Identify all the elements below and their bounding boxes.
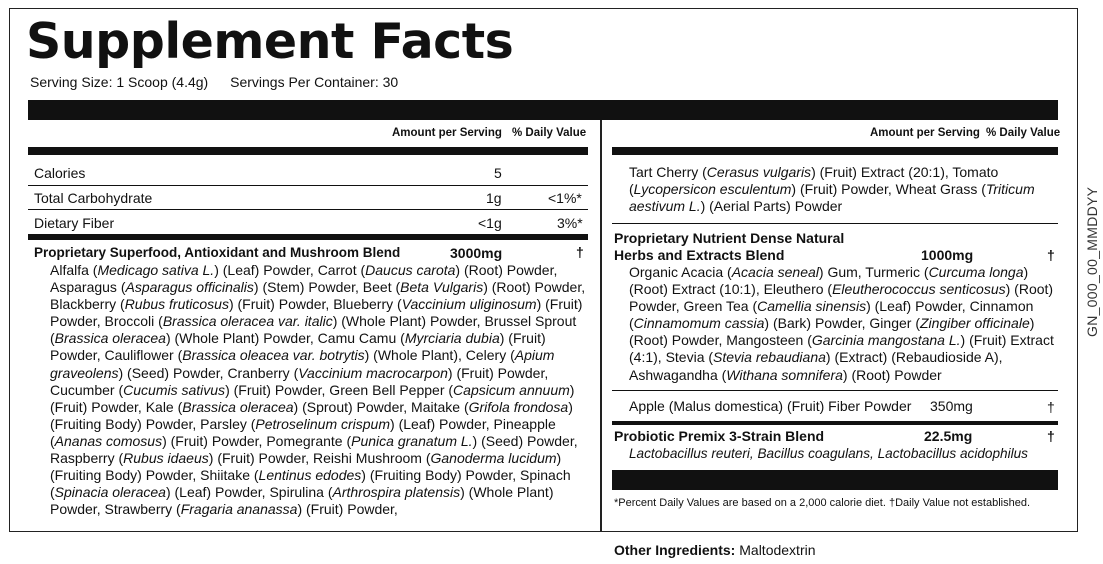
ingredient-text: ) (Fruit) Extract (20:1), Tomato xyxy=(811,164,999,180)
other-ingredients xyxy=(614,542,816,558)
other-ingredients-label: Other Ingredients: xyxy=(614,542,736,558)
ingredient-text: ) (Sprout) Powder, Maitake ( xyxy=(293,398,469,415)
ingredient-line xyxy=(50,262,585,279)
amount-per-serving-header-left: Amount per Serving xyxy=(392,127,502,139)
ingredient-line xyxy=(50,399,585,416)
botanical-name: Eleutherococcus senticosus xyxy=(832,281,1006,298)
ingredient-line xyxy=(50,347,585,364)
rule xyxy=(612,390,1058,391)
botanical-name: Zingiber officinale xyxy=(920,315,1030,332)
side-code: GN_000_00_MMDDYY xyxy=(1084,186,1100,337)
ingredient-line xyxy=(629,298,1054,315)
ingredient-line xyxy=(50,484,585,501)
ingredient-text: ) (Leaf) Powder, Pineapple xyxy=(390,415,556,432)
nutrient-ingredients xyxy=(629,264,1054,384)
ingredient-text: Raspberry ( xyxy=(50,450,124,467)
botanical-name: Ananas comosus xyxy=(54,432,163,449)
ingredient-text: ( xyxy=(50,330,55,347)
ingredient-text: ) (Fruiting Body) Powder, Spinach xyxy=(361,467,571,484)
ingredient-text: ) (Root) Powder, xyxy=(455,262,558,278)
ingredient-text: ) (Whole Plant) Powder, Camu Camu ( xyxy=(165,330,405,347)
ingredient-line xyxy=(50,313,585,330)
botanical-name: Curcuma longa xyxy=(928,264,1024,280)
botanical-name: Asparagus officinalis xyxy=(125,279,254,296)
botanical-name: Petroselinum crispum xyxy=(255,415,391,432)
botanical-name: Triticum xyxy=(985,181,1035,198)
botanical-name: Ganoderma lucidum xyxy=(430,450,557,467)
apple-fiber-amount: 350mg xyxy=(930,398,973,414)
ingredient-text: ) (Root) xyxy=(1005,281,1054,298)
ingredient-text: Tart Cherry ( xyxy=(629,164,707,180)
ingredient-text: Powder, Broccoli ( xyxy=(50,313,163,330)
botanical-name: Medicago sativa L. xyxy=(97,262,215,278)
ingredient-text: ) xyxy=(1029,315,1035,332)
ingredient-line xyxy=(50,416,585,433)
botanical-name: Brassica oleacea var. botrytis xyxy=(182,347,365,364)
ingredient-text: ) (Whole Plant), Celery ( xyxy=(364,347,515,364)
ingredient-text: Organic Acacia ( xyxy=(629,264,732,280)
ingredient-text: ) (Fruit) xyxy=(499,330,546,347)
ingredient-text: ) (Aerial Parts) Powder xyxy=(700,198,843,215)
rule xyxy=(612,421,1058,425)
ingredient-line xyxy=(50,330,585,347)
ingredient-text: Ashwagandha ( xyxy=(629,366,727,383)
dietary-fiber-dv: 3%* xyxy=(557,215,583,231)
ingredient-text: ) (Fruit) Powder, Pomegrante ( xyxy=(162,432,352,449)
footer-bar xyxy=(612,470,1058,490)
ingredient-text: ) (Fruit) Powder, Green Bell Pepper ( xyxy=(225,381,454,398)
probiotic-strains: Lactobacillus reuteri, Bacillus coagulans, Lactobacillus acidophilus xyxy=(629,446,1028,461)
botanical-name: Myrciaria dubia xyxy=(404,330,500,347)
botanical-name: Grifola frondosa xyxy=(468,398,569,415)
ingredient-text: ) xyxy=(569,381,575,398)
ingredient-text: (Fruiting Body) Powder, Shiitake ( xyxy=(50,467,259,484)
rule xyxy=(612,223,1058,224)
ingredient-text: (4:1), Stevia ( xyxy=(629,349,714,366)
botanical-name: Arthrospira platensis xyxy=(332,484,461,501)
botanical-name: Beta Vulgaris xyxy=(400,279,484,296)
ingredient-text: Alfalfa ( xyxy=(50,262,98,278)
panel-title: Supplement Facts xyxy=(26,13,514,70)
ingredient-text: ) (Seed) Powder, Cranberry ( xyxy=(118,364,299,381)
ingredient-line xyxy=(50,296,585,313)
apple-fiber-dagger: † xyxy=(1047,399,1055,415)
ingredient-text: ) (Fruit) Powder, xyxy=(297,501,398,518)
ingredient-text: ) (Fruit) Powder, xyxy=(447,364,549,381)
rule xyxy=(28,234,588,240)
ingredient-text: ) (Leaf) Powder, Carrot ( xyxy=(214,262,366,278)
ingredient-text: ) (Fruit) Powder, Blueberry ( xyxy=(228,296,402,313)
ingredient-text: ) (Stem) Powder, Beet ( xyxy=(253,279,401,296)
ingredient-line xyxy=(629,367,1054,384)
botanical-name: Fragaria ananassa xyxy=(180,501,298,518)
daily-value-header-left: % Daily Value xyxy=(512,127,587,139)
ingredient-text: (Fruiting Body) Powder, Parsley ( xyxy=(50,415,256,432)
left-header-rule xyxy=(28,147,588,155)
ingredient-line xyxy=(629,349,1054,366)
ingredient-text: ) (Whole Plant) Powder, Brussel Sprout xyxy=(332,313,577,330)
right-header-rule xyxy=(612,147,1058,155)
ingredient-text: (Root) Extract (10:1), Eleuthero ( xyxy=(629,281,833,298)
ingredient-text: ) xyxy=(568,398,573,415)
superfood-blend-name: Proprietary Superfood, Antioxidant and Mushroom Blend xyxy=(34,245,401,260)
ingredient-line xyxy=(629,198,1035,215)
botanical-name: Camellia sinensis xyxy=(757,298,867,315)
header-bar xyxy=(28,100,1058,120)
ingredient-text: ) xyxy=(1023,264,1029,280)
total-carbohydrate-amount: 1g xyxy=(486,190,502,206)
probiotic-blend-name: Probiotic Premix 3-Strain Blend xyxy=(614,428,825,444)
daily-value-header-right: % Daily Value xyxy=(986,127,1061,139)
calories-amount: 5 xyxy=(494,165,502,181)
ingredient-text: ) (Fruit) xyxy=(536,296,583,313)
ingredient-text: ) (Leaf) Powder, Cinnamon xyxy=(866,298,1034,315)
botanical-name: Cucumis sativus xyxy=(123,381,226,398)
ingredient-line xyxy=(629,164,1035,181)
botanical-name: Withana somnifera xyxy=(726,366,843,383)
botanical-name: Spinacia oleracea xyxy=(54,484,166,501)
ingredient-text: ) (Bark) Powder, Ginger ( xyxy=(764,315,920,332)
ingredient-text: ) (Extract) (Rebaudioside A), xyxy=(825,349,1003,366)
other-ingredients-value: Maltodextrin xyxy=(739,542,816,558)
daily-value-footnote: *Percent Daily Values are based on a 2,000 calorie diet. †Daily Value not established. xyxy=(614,497,1031,509)
apple-fiber-label: Apple (Malus domestica) (Fruit) Fiber Powder xyxy=(629,398,912,414)
ingredient-text: (Root) Powder, Mangosteen ( xyxy=(629,332,812,349)
ingredient-text: ) (Fruit) Powder, Reishi Mushroom ( xyxy=(208,450,431,467)
botanical-name: Garcinia mangostana L. xyxy=(811,332,961,349)
ingredient-line xyxy=(629,181,1035,198)
botanical-name: Vaccinium macrocarpon xyxy=(298,364,448,381)
botanical-name: Apium xyxy=(514,347,555,364)
botanical-name: Cerasus vulgaris xyxy=(706,164,812,180)
probiotic-blend-dagger: † xyxy=(1047,428,1055,444)
botanical-name: Brassica oleracea xyxy=(182,398,294,415)
botanical-name: Daucus carota xyxy=(365,262,456,278)
ingredient-text: Cucumber ( xyxy=(50,381,124,398)
botanical-name: Cinnamomum cassia xyxy=(633,315,765,332)
ingredient-text: ( xyxy=(629,315,634,332)
ingredient-text: ) (Root) Powder xyxy=(842,366,942,383)
ingredient-line xyxy=(629,281,1054,298)
superfood-ingredients xyxy=(50,262,585,518)
nutrient-blend-name-line2: Herbs and Extracts Blend xyxy=(614,247,785,263)
total-carbohydrate-dv: <1%* xyxy=(548,190,582,206)
dietary-fiber-amount: <1g xyxy=(478,215,502,231)
ingredient-text: ) Gum, Turmeric ( xyxy=(818,264,929,280)
nutrient-blend-amount: 1000mg xyxy=(921,247,974,263)
botanical-name: Punica granatum L. xyxy=(351,432,473,449)
ingredient-text: Asparagus ( xyxy=(50,279,126,296)
ingredient-line xyxy=(50,450,585,467)
ingredient-text: ) (Whole Plant) xyxy=(460,484,554,501)
botanical-name: Stevia rebaudiana xyxy=(713,349,826,366)
total-carbohydrate-label: Total Carbohydrate xyxy=(34,190,153,206)
botanical-name: Lentinus edodes xyxy=(258,467,362,484)
ingredient-text: ( xyxy=(629,181,634,198)
serving-size: Serving Size: 1 Scoop (4.4g) xyxy=(30,74,209,90)
superfood-ingredients-continued xyxy=(629,164,1035,215)
ingredient-text: ( xyxy=(50,432,55,449)
botanical-name: Acacia seneal xyxy=(731,264,819,280)
superfood-blend-amount: 3000mg xyxy=(450,245,503,261)
column-divider xyxy=(600,120,602,532)
ingredient-line xyxy=(50,365,585,382)
ingredient-text: ) xyxy=(556,450,562,467)
botanical-name: aestivum L. xyxy=(629,198,701,215)
ingredient-line xyxy=(629,315,1054,332)
ingredient-text: ( xyxy=(50,484,55,501)
ingredient-line xyxy=(629,264,1054,281)
ingredient-text: (Fruit) Powder, Kale ( xyxy=(50,398,183,415)
ingredient-text: ) (Seed) Powder, xyxy=(472,432,578,449)
ingredient-text: ) (Fruit) Extract xyxy=(960,332,1054,349)
rule xyxy=(28,209,588,210)
botanical-name: Vaccinium uliginosum xyxy=(401,296,537,313)
rule xyxy=(28,185,588,186)
superfood-blend-dagger: † xyxy=(576,244,584,260)
ingredient-text: Blackberry ( xyxy=(50,296,125,313)
ingredient-line xyxy=(629,332,1054,349)
ingredient-text: Powder, Green Tea ( xyxy=(629,298,758,315)
servings-per-container: Servings Per Container: 30 xyxy=(230,74,399,90)
botanical-name: Rubus idaeus xyxy=(123,450,209,467)
ingredient-line xyxy=(50,501,585,518)
ingredient-line xyxy=(50,382,585,399)
nutrient-blend-name-line1: Proprietary Nutrient Dense Natural xyxy=(614,230,845,246)
ingredient-text: ) (Fruit) Powder, Wheat Grass ( xyxy=(791,181,986,198)
botanical-name: graveolens xyxy=(50,364,119,381)
nutrient-blend-dagger: † xyxy=(1047,247,1055,263)
ingredient-text: Powder, Cauliflower ( xyxy=(50,347,183,364)
amount-per-serving-header-right: Amount per Serving xyxy=(870,127,980,139)
calories-label: Calories xyxy=(34,165,86,181)
ingredient-text: ) (Root) Powder, xyxy=(483,279,586,296)
ingredient-text: Powder, Strawberry ( xyxy=(50,501,181,518)
botanical-name: Lycopersicon esculentum xyxy=(633,181,792,198)
botanical-name: Capsicum annuum xyxy=(453,381,570,398)
ingredient-text: ) (Leaf) Powder, Spirulina ( xyxy=(165,484,333,501)
serving-info xyxy=(30,74,416,90)
botanical-name: Rubus fruticosus xyxy=(124,296,229,313)
dietary-fiber-label: Dietary Fiber xyxy=(34,215,115,231)
botanical-name: Brassica oleracea xyxy=(54,330,166,347)
ingredient-line xyxy=(50,467,585,484)
ingredient-line xyxy=(50,433,585,450)
ingredient-line xyxy=(50,279,585,296)
botanical-name: Brassica oleracea var. italic xyxy=(162,313,333,330)
probiotic-blend-amount: 22.5mg xyxy=(924,428,973,444)
